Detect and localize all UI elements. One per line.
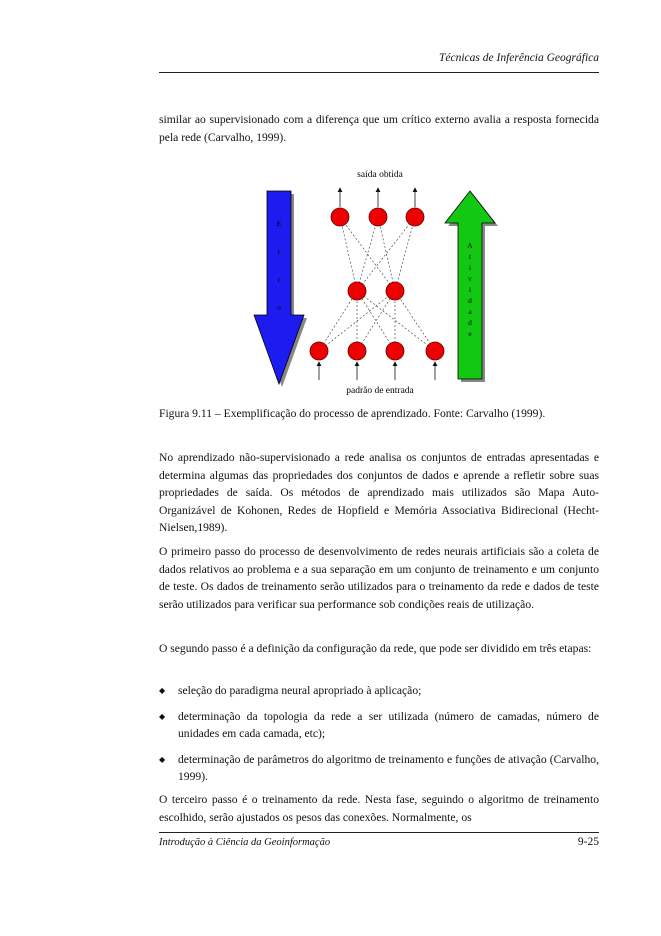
error-arrow-letter: E: [276, 219, 282, 228]
input-arrows: [319, 362, 435, 380]
list-item: ◆ seleção do paradigma neural apropriado à aplicação;: [159, 682, 599, 700]
activity-arrow-letter: A: [467, 241, 473, 250]
activity-arrow-letter: v: [468, 274, 472, 283]
error-arrow-letter: r: [277, 275, 281, 284]
learning-process-figure: [245, 168, 505, 400]
input-neuron: [386, 342, 404, 360]
network-connections: [319, 217, 435, 351]
bullet-icon: ◆: [159, 686, 166, 695]
header-rule: [159, 72, 599, 73]
steps-list: [159, 682, 599, 794]
neurons: [310, 208, 444, 360]
input-label: padrão de entrada: [346, 386, 414, 396]
activity-arrow-letter: a: [468, 307, 472, 316]
figure-caption: Figura 9.11 – Exemplificação do processo de aprendizado. Fonte: Carvalho (1999).: [159, 407, 546, 420]
bullet-icon: ◆: [159, 754, 166, 764]
bullet-icon: ◆: [159, 711, 166, 721]
input-neuron: [348, 342, 366, 360]
activity-arrow-letter: d: [468, 318, 472, 327]
footer-rule: [159, 832, 599, 833]
paragraph-unsupervised: No aprendizado não-supervisionado a rede analisa os conjuntos de entradas apresentadas e determina algumas das propriedades dos conjuntos de dados e aprende a refletir sobre suas propriedades de saída. Os métodos de aprendizado mais utilizados são Mapa Auto-Organizável de Kohonen, Redes de Hopfield e Memória Associativa Bidirecional (Hecht-Nielsen,1989).: [159, 451, 599, 535]
hidden-neuron: [348, 282, 366, 300]
output-neuron: [406, 208, 424, 226]
running-footer: Introdução à Ciência da Geoinformação: [159, 837, 331, 848]
activity-arrow-letter: t: [468, 252, 472, 261]
paragraph-second-step: O segundo passo é a definição da configuração da rede, que pode ser dividido em três etapas:: [159, 642, 592, 655]
hidden-neuron: [386, 282, 404, 300]
output-neuron: [331, 208, 349, 226]
paragraph-first-step: O primeiro passo do processo de desenvolvimento de redes neurais artificiais são a coleta de dados relativos ao problema e a sua separação em um conjunto de treinamento e um conjunto de teste. Os dados de treinamento serão utilizados para o treinamento da rede e dados de teste serão utilizados para verificar sua performance sob condições reais de utilização.: [159, 545, 599, 611]
activity-arrow-letter: i: [468, 285, 472, 294]
output-label: saída obtida: [357, 170, 403, 180]
input-neuron: [426, 342, 444, 360]
activity-arrow-letter: e: [468, 329, 472, 338]
page-number: 9-25: [577, 836, 599, 848]
paragraph-third-step: O terceiro passo é o treinamento da rede. Nesta fase, seguindo o algoritmo de treinamento escolhido, serão ajustados os pesos das conexões. Normalmente, os: [159, 793, 599, 824]
intro-paragraph: similar ao supervisionado com a diferença que um crítico externo avalia a resposta fornecida pela rede (Carvalho, 1999).: [159, 113, 599, 144]
activity-arrow-letter: d: [468, 296, 472, 305]
running-header: Técnicas de Inferência Geográfica: [439, 52, 599, 64]
list-item: ◆ determinação de parâmetros do algoritmo de treinamento e funções de ativação (Carvalho, 1999).: [159, 752, 599, 784]
error-arrow-letter: o: [277, 303, 281, 312]
error-arrow-letter: r: [277, 247, 281, 256]
output-neuron: [369, 208, 387, 226]
output-arrows: [340, 188, 415, 207]
input-neuron: [310, 342, 328, 360]
activity-arrow-letter: i: [468, 263, 472, 272]
list-item: ◆ determinação da topologia da rede a ser utilizada (número de camadas, número de unidades em cada camada, etc);: [159, 709, 599, 741]
